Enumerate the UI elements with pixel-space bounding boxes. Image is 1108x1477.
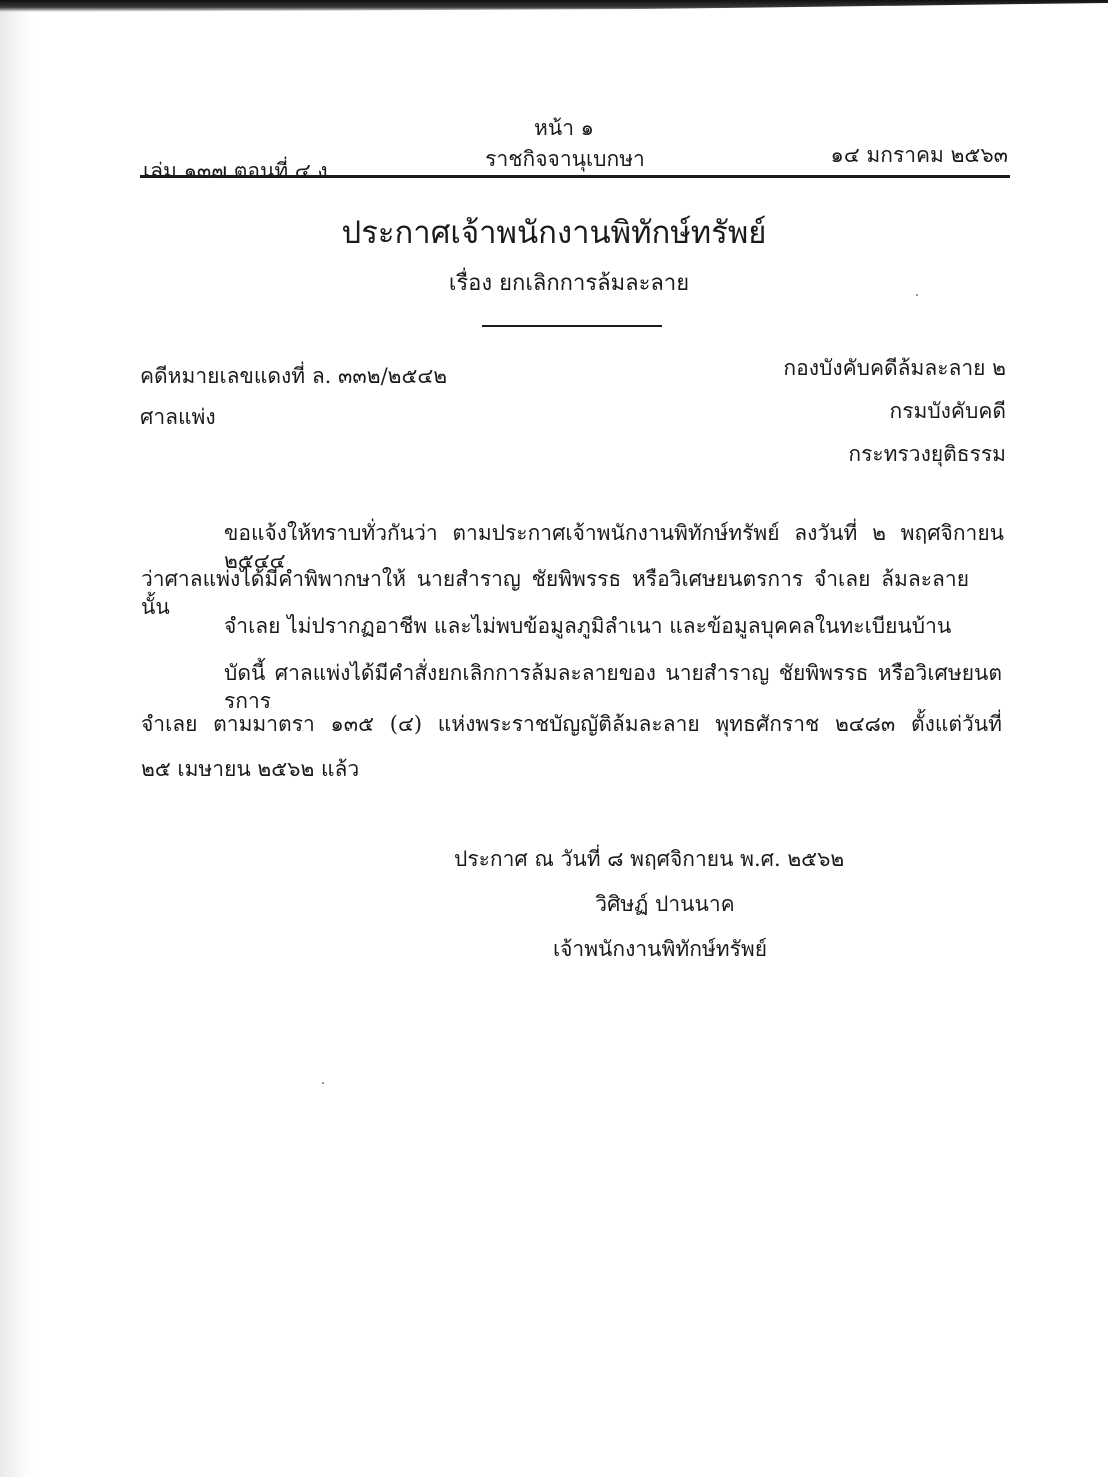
- volume-issue: เล่ม ๑๓๗ ตอนที่ ๔ ง: [143, 159, 328, 183]
- title-rule: [482, 325, 662, 327]
- scan-speck: [322, 1082, 324, 1084]
- page-number: หน้า ๑: [534, 116, 594, 140]
- agency-division: กองบังคับคดีล้มละลาย ๒: [783, 356, 1006, 380]
- body-paragraph-3-line-1: บัดนี้ ศาลแพ่งได้มีคำสั่งยกเลิกการล้มละลายของ นายสำราญ ชัยพิพรรธ หรือวิเศษยนตรการ: [224, 661, 1002, 713]
- court-name: ศาลแพ่ง: [140, 405, 216, 429]
- agency-department: กรมบังคับคดี: [889, 399, 1006, 423]
- gazette-date: ๑๔ มกราคม ๒๕๖๓: [830, 143, 1008, 167]
- body-paragraph-1-line-2: ว่าศาลแพ่งได้มีคำพิพากษาให้ นายสำราญ ชัยพิพรรธ หรือวิเศษยนตรการ จำเลย ล้มละลาย นั้น: [141, 567, 969, 619]
- body-paragraph-1-line-1: ขอแจ้งให้ทราบทั่วกันว่า ตามประกาศเจ้าพนักงานพิทักษ์ทรัพย์ ลงวันที่ ๒ พฤศจิกายน ๒๕๔๔: [224, 521, 1004, 573]
- signatory-position: เจ้าพนักงานพิทักษ์ทรัพย์: [552, 937, 768, 961]
- scan-top-shadow: [0, 0, 1108, 12]
- signatory-name: วิศิษฏ์ ปานนาค: [595, 892, 735, 916]
- body-paragraph-3-line-2: จำเลย ตามมาตรา ๑๓๕ (๔) แห่งพระราชบัญญัติล้มละลาย พุทธศักราช ๒๔๘๓ ตั้งแต่วันที่: [141, 712, 1002, 736]
- body-paragraph-3-line-3: ๒๕ เมษายน ๒๕๖๒ แล้ว: [141, 757, 360, 781]
- header-rule: [140, 175, 1010, 178]
- gazette-name: ราชกิจจานุเบกษา: [485, 147, 645, 171]
- document-subject: เรื่อง ยกเลิกการล้มละลาย: [448, 271, 690, 296]
- page-edge-shadow: [0, 0, 34, 1477]
- document-title: ประกาศเจ้าพนักงานพิทักษ์ทรัพย์: [341, 215, 767, 251]
- scan-speck: [916, 294, 918, 296]
- body-paragraph-2: จำเลย ไม่ปรากฏอาชีพ และไม่พบข้อมูลภูมิลำเนา และข้อมูลบุคคลในทะเบียนบ้าน: [224, 614, 952, 638]
- agency-ministry: กระทรวงยุติธรรม: [848, 442, 1006, 466]
- case-number: คดีหมายเลขแดงที่ ล. ๓๓๒/๒๕๔๒: [140, 364, 448, 388]
- announcement-date: ประกาศ ณ วันที่ ๘ พฤศจิกายน พ.ศ. ๒๕๖๒: [454, 847, 845, 871]
